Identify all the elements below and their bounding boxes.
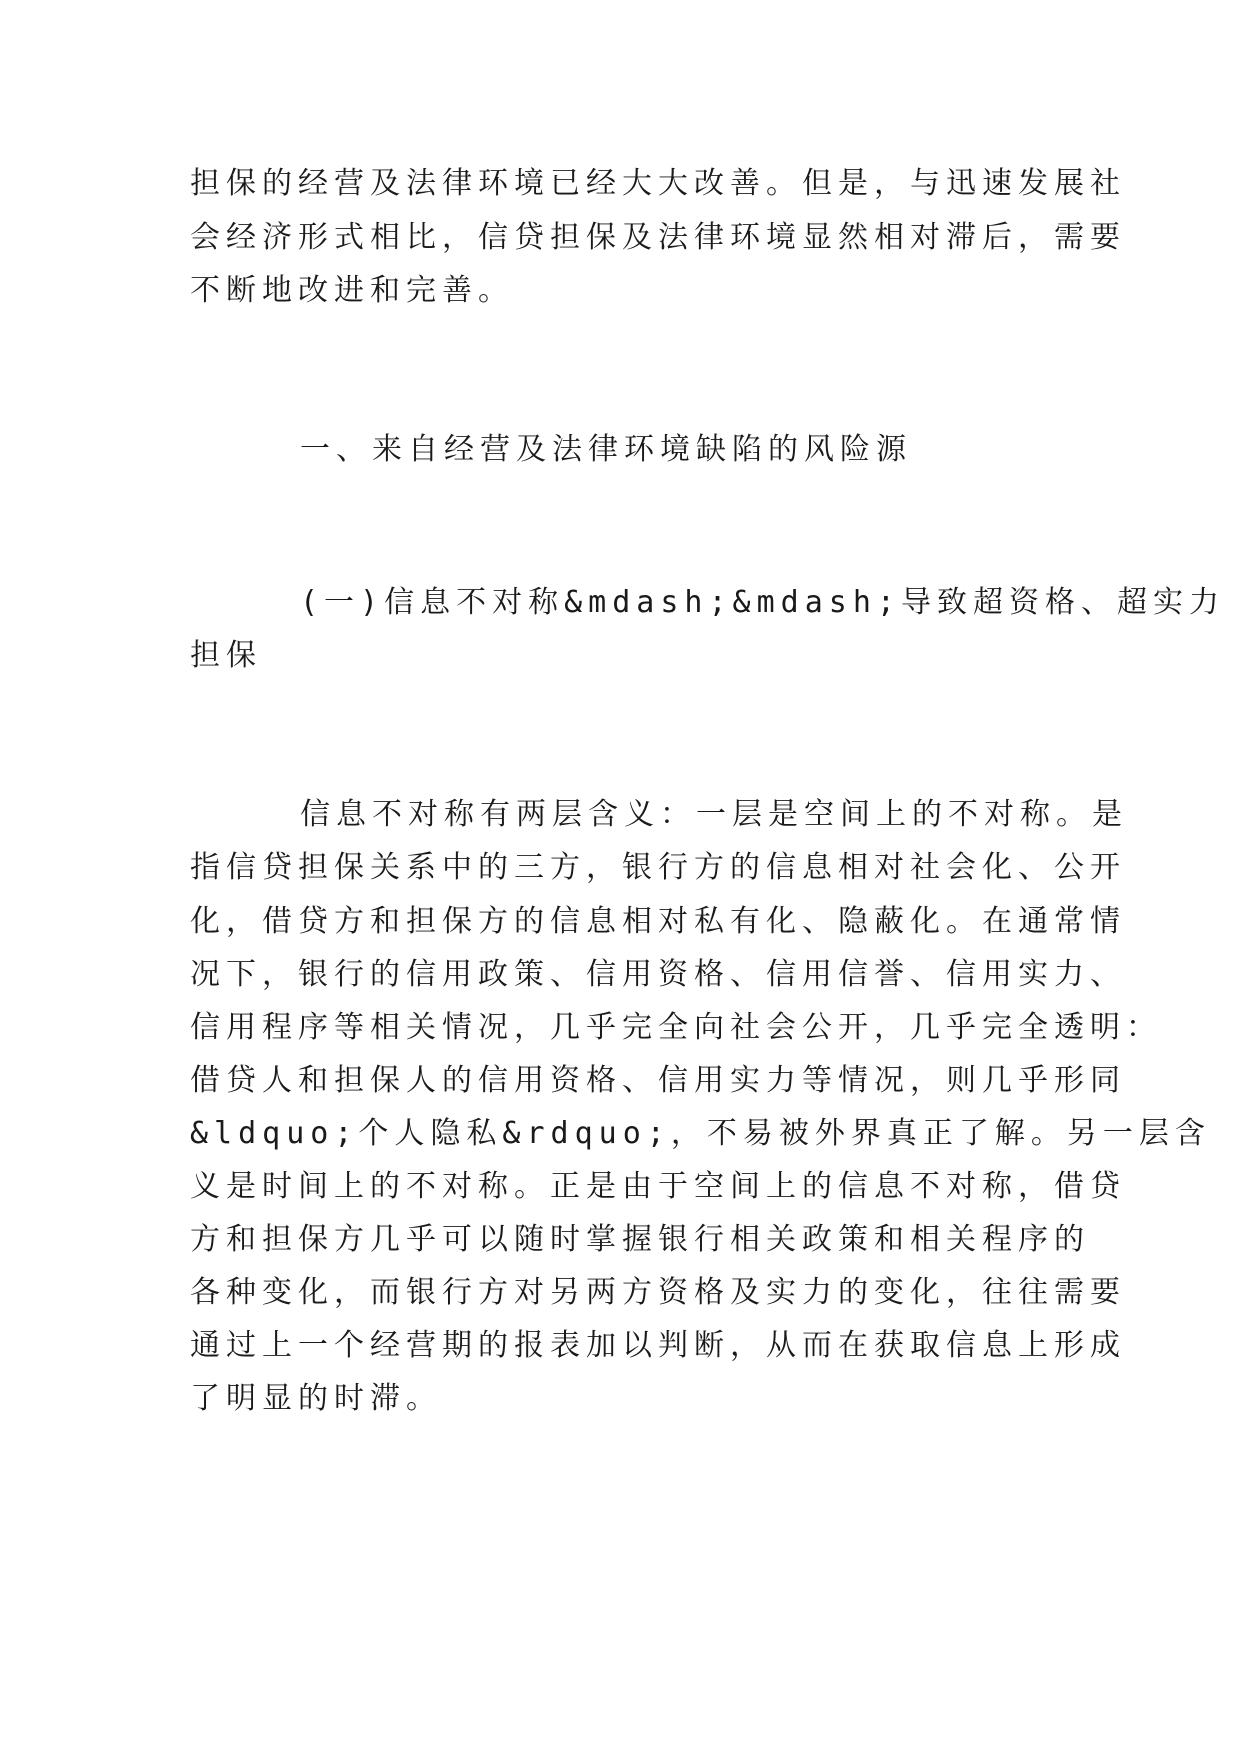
body-line: 了明显的时滞。 — [190, 1381, 442, 1416]
intro-line: 担保的经营及法律环境已经大大改善。但是，与迅速发展社 — [190, 166, 1126, 201]
body-line: &ldquo;个人隐私&rdquo;，不易被外界真正了解。另一层含 — [190, 1116, 1211, 1151]
body-line: 信息不对称有两层含义：一层是空间上的不对称。是 — [300, 797, 1128, 832]
body-line: 信用程序等相关情况，几乎完全向社会公开，几乎完全透明： — [190, 1010, 1162, 1045]
body-line: 况下，银行的信用政策、信用资格、信用信誉、信用实力、 — [190, 957, 1126, 992]
body-line: 化，借贷方和担保方的信息相对私有化、隐蔽化。在通常情 — [190, 904, 1126, 939]
body-line: 通过上一个经营期的报表加以判断，从而在获取信息上形成 — [190, 1328, 1126, 1363]
body-line: 方和担保方几乎可以随时掌握银行相关政策和相关程序的 — [190, 1222, 1090, 1257]
body-line: 指信贷担保关系中的三方，银行方的信息相对社会化、公开 — [190, 850, 1126, 885]
body-line: 义是时间上的不对称。正是由于空间上的信息不对称，借贷 — [190, 1169, 1126, 1204]
intro-line: 不断地改进和完善。 — [190, 273, 514, 308]
section-heading: 一、来自经营及法律环境缺陷的风险源 — [300, 432, 912, 467]
body-line: 借贷人和担保人的信用资格、信用实力等情况，则几乎形同 — [190, 1063, 1126, 1098]
subsection-heading-line: (一)信息不对称&mdash;&mdash;导致超资格、超实力 — [300, 585, 1225, 620]
intro-line: 会经济形式相比，信贷担保及法律环境显然相对滞后，需要 — [190, 220, 1126, 255]
body-line: 各种变化，而银行方对另两方资格及实力的变化，往往需要 — [190, 1275, 1126, 1310]
subsection-heading-line: 担保 — [190, 638, 262, 673]
